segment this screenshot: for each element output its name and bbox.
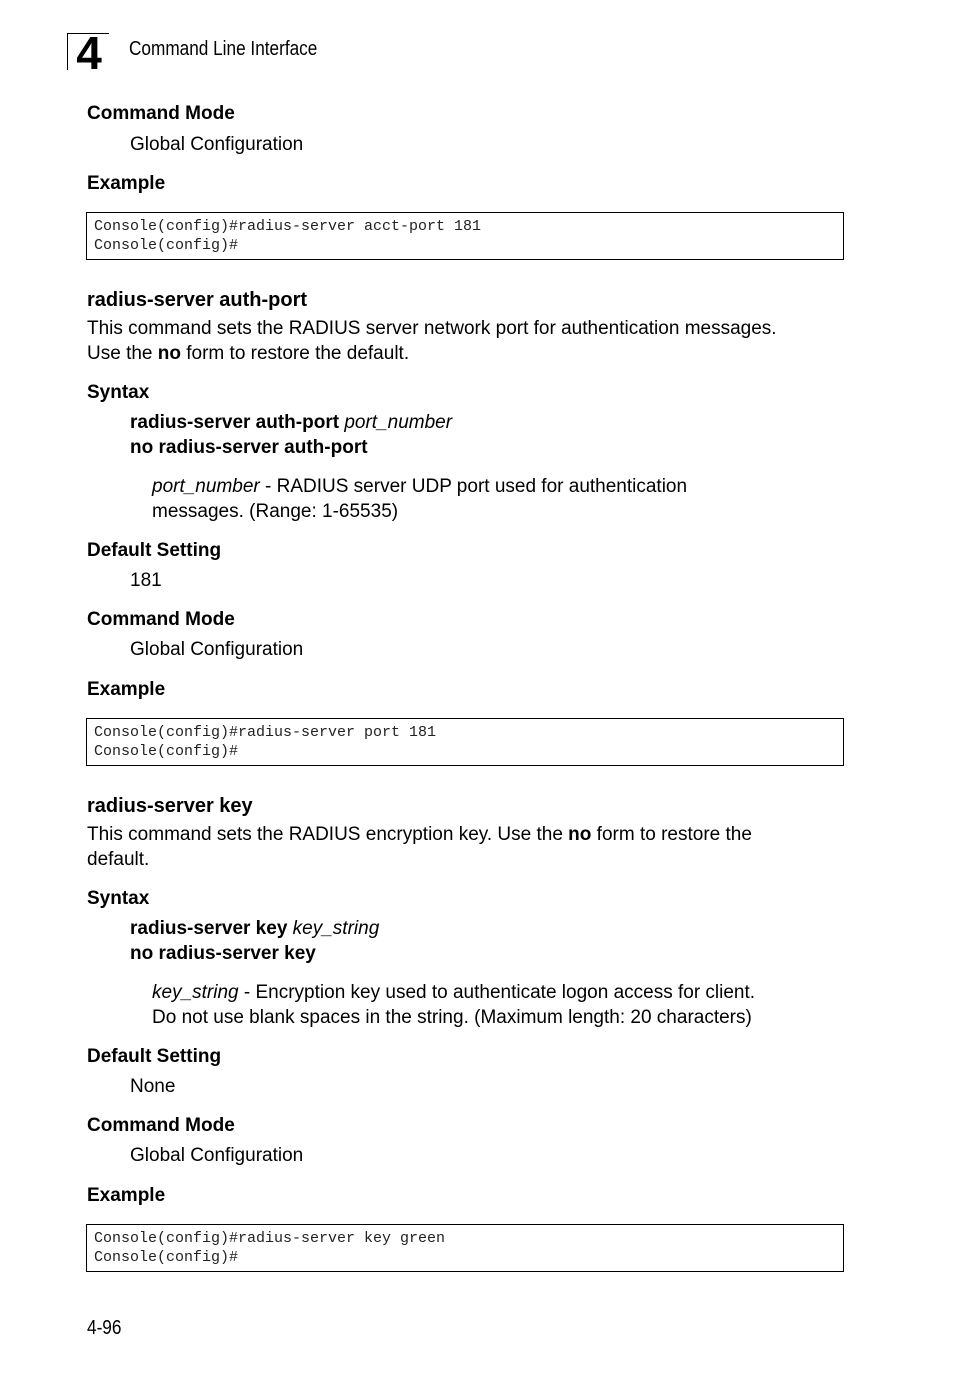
chapter-number: 4 <box>67 33 109 70</box>
code-line: Console(config)# <box>94 1249 239 1266</box>
description-line: This command sets the RADIUS encryption key. Use the no form to restore the <box>87 824 752 845</box>
code-line: Console(config)#radius-server port 181 <box>94 724 437 741</box>
command-mode-heading: Command Mode <box>87 103 235 124</box>
syntax-line: radius-server key key_string <box>130 918 380 939</box>
section-description <box>87 822 847 872</box>
code-line: Console(config)# <box>94 237 239 254</box>
code-example <box>86 1224 844 1272</box>
command-mode-value: Global Configuration <box>130 639 304 660</box>
code-example <box>86 212 844 260</box>
parameter-description: port_number - RADIUS server UDP port used for authentication messages. (Range: 1-65535) <box>152 476 688 522</box>
command-mode-heading: Command Mode <box>87 1115 235 1136</box>
syntax-no-line: no radius-server key <box>130 943 316 964</box>
default-setting-value: 181 <box>130 570 162 591</box>
code-line: Console(config)#radius-server acct-port 181 <box>94 218 482 235</box>
syntax-heading: Syntax <box>87 382 150 403</box>
description-line: This command sets the RADIUS server network port for authentication messages. <box>87 318 777 339</box>
default-setting-heading: Default Setting <box>87 1046 222 1067</box>
command-mode-heading: Command Mode <box>87 609 235 630</box>
syntax-no-line: no radius-server auth-port <box>130 437 368 458</box>
code-example <box>86 718 844 766</box>
syntax-heading: Syntax <box>87 888 150 909</box>
default-setting-heading: Default Setting <box>87 540 222 561</box>
syntax-line: radius-server auth-port port_number <box>130 412 453 433</box>
parameter-description: key_string - Encryption key used to authenticate logon access for client. Do not use blank spaces in the string. (Maximum length: 20 characters) <box>152 982 756 1028</box>
command-mode-value: Global Configuration <box>130 1145 304 1166</box>
example-heading: Example <box>87 679 166 700</box>
description-line: Use the no form to restore the default. <box>87 343 410 364</box>
section-description <box>87 316 847 366</box>
example-heading: Example <box>87 1185 166 1206</box>
code-line: Console(config)#radius-server key green <box>94 1230 446 1247</box>
default-setting-value: None <box>130 1076 176 1097</box>
code-line: Console(config)# <box>94 743 239 760</box>
page-number: 4-96 <box>87 1317 122 1339</box>
chapter-title: Command Line Interface <box>129 38 318 60</box>
example-heading: Example <box>87 173 166 194</box>
description-line: default. <box>87 849 150 870</box>
command-mode-value: Global Configuration <box>130 134 304 155</box>
section-title-key: radius-server key <box>87 795 253 817</box>
section-title-auth-port: radius-server auth-port <box>87 289 308 311</box>
